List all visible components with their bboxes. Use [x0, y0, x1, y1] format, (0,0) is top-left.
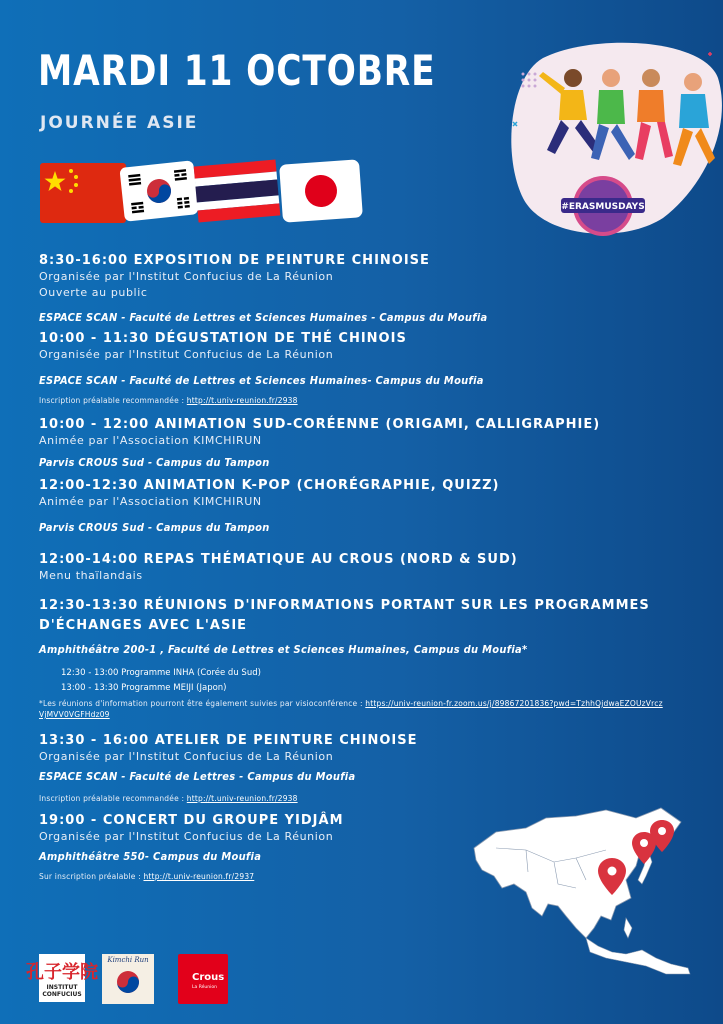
event-note: [39, 395, 679, 406]
event-place: Amphithéâtre 550- Campus du Moufia: [39, 850, 262, 863]
event-place: ESPACE SCAN - Faculté de Lettres - Campus du Moufia: [39, 770, 356, 783]
note-label: Inscription préalable recommandée :: [39, 794, 187, 803]
event-menu: Menu thaïlandais: [39, 569, 143, 582]
kimchi-run-logo: [102, 954, 154, 1004]
event-title: 10:00 - 11:30 DÉGUSTATION DE THÉ CHINOIS: [39, 331, 407, 346]
info-session-meiji: 13:00 - 13:30 Programme MEIJI (Japon): [61, 683, 227, 693]
event-4: [39, 477, 679, 536]
confucius-institute-logo: [26, 954, 98, 1002]
crous-sublabel: La Réunion: [192, 985, 217, 990]
event-title: 12:00-14:00 REPAS THÉMATIQUE AU CROUS (NORD & SUD): [39, 552, 518, 567]
event-place: Parvis CROUS Sud - Campus du Tampon: [39, 521, 270, 534]
event-audience: Ouverte au public: [39, 286, 148, 299]
confucius-label: INSTITUT CONFUCIUS: [42, 984, 82, 998]
taegeuk-icon: [114, 968, 142, 996]
note-label: Inscription préalable recommandée :: [39, 396, 187, 405]
visio-link[interactable]: https://univ-reunion-fr.zoom.us/j/89867201836?pwd=TzhhQjdwaEZOUzVrcz VjMVV0VGFHdz09: [39, 699, 663, 719]
event-title: 12:00-12:30 ANIMATION K-POP (CHORÉGRAPHIE, QUIZZ): [39, 478, 500, 493]
event-place: Parvis CROUS Sud - Campus du Tampon: [39, 456, 270, 469]
event-place: Amphithéâtre 200-1 , Faculté de Lettres et Sciences Humaines, Campus du Moufia*: [39, 643, 528, 656]
event-title: 12:30-13:30 RÉUNIONS D'INFORMATIONS PORTANT SUR LES PROGRAMMES D'ÉCHANGES AVEC L'ASIE: [39, 598, 650, 633]
event-organizer: Organisée par l'Institut Confucius de La Réunion: [39, 830, 334, 843]
event-organizer: Organisée par l'Institut Confucius de La Réunion: [39, 270, 334, 283]
registration-link[interactable]: http://t.univ-reunion.fr/2938: [186, 396, 298, 405]
info-session-inha: 12:30 - 13:00 Programme INHA (Corée du Sud): [61, 668, 261, 678]
note-label: Sur inscription préalable :: [39, 872, 144, 881]
event-title: 8:30-16:00 EXPOSITION DE PEINTURE CHINOISE: [39, 253, 430, 268]
event-6: [39, 596, 679, 720]
japan-flag-icon: [276, 156, 366, 226]
erasmus-days-illustration: [503, 38, 723, 244]
page-title: MARDI 11 OCTOBRE: [38, 46, 436, 95]
event-title: 13:30 - 16:00 ATELIER DE PEINTURE CHINOISE: [39, 733, 418, 748]
event-place: ESPACE SCAN - Faculté de Lettres et Sciences Humaines - Campus du Moufia: [39, 311, 488, 324]
hashtag-label: #ERASMUSDAYS: [561, 202, 645, 212]
event-organizer: Organisée par l'Institut Confucius de La Réunion: [39, 348, 334, 361]
event-note: [39, 698, 669, 720]
thailand-flag-icon: [192, 157, 282, 225]
registration-link[interactable]: http://t.univ-reunion.fr/2937: [143, 872, 255, 881]
event-1: [39, 252, 679, 326]
event-5: [39, 551, 679, 584]
kimchi-label: Kimchi Run: [107, 956, 149, 964]
south-korea-flag-icon: [118, 158, 200, 224]
event-organizer: Animée par l'Association KIMCHIRUN: [39, 495, 262, 508]
event-title: 10:00 - 12:00 ANIMATION SUD-CORÉENNE (ORIGAMI, CALLIGRAPHIE): [39, 417, 601, 432]
event-place: ESPACE SCAN - Faculté de Lettres et Sciences Humaines- Campus du Moufia: [39, 374, 484, 387]
event-title: 19:00 - CONCERT DU GROUPE YIDJÂM: [39, 813, 344, 828]
asia-map-icon: [466, 788, 696, 978]
event-3: [39, 416, 679, 471]
svg-text:孔子学院: 孔子学院: [26, 962, 98, 983]
registration-link[interactable]: http://t.univ-reunion.fr/2938: [186, 794, 298, 803]
event-2: [39, 330, 679, 406]
note-label: *Les réunions d'information pourront être également suivies par visioconférence :: [39, 699, 366, 708]
crous-label: Crous: [192, 972, 225, 983]
event-organizer: Animée par l'Association KIMCHIRUN: [39, 434, 262, 447]
crous-logo: [178, 954, 228, 1004]
china-flag-icon: [40, 163, 126, 223]
event-organizer: Organisée par l'Institut Confucius de La Réunion: [39, 750, 334, 763]
page-subtitle: JOURNÉE ASIE: [40, 113, 199, 133]
